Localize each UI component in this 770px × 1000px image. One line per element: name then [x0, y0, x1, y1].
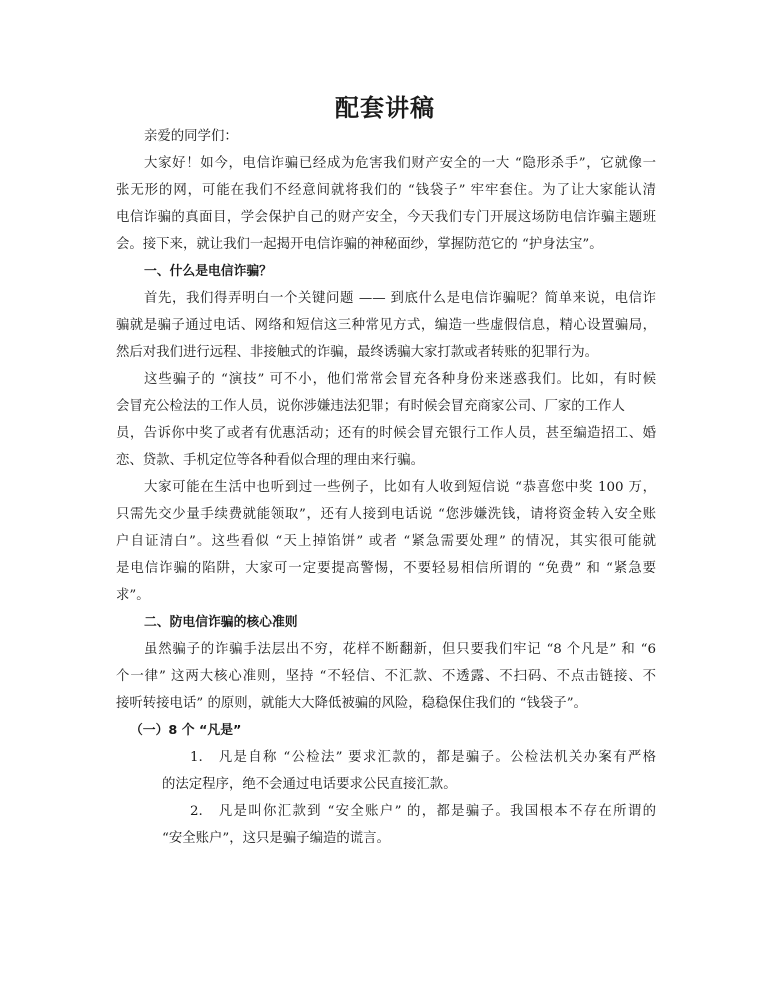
- paragraph-line: 大家可能在生活中也听到过一些例子，比如有人收到短信说 “恭喜您中奖 100 万，: [144, 480, 656, 495]
- paragraph-line: 员，告诉你中奖了或者有优惠活动；还有的时候会冒充银行工作人员，甚至编造招工、婚: [116, 426, 656, 441]
- paragraph-line: 户自证清白”。这些看似 “天上掉馅饼” 或者 “紧急需要处理” 的情况，其实很可能就: [116, 534, 656, 549]
- list-item-2-cont: “安全账户”，这只是骗子编造的谎言。: [162, 831, 390, 846]
- paragraph-line: 会。接下来，就让我们一起揭开电信诈骗的神秘面纱，掌握防范它的 “护身法宝”。: [116, 237, 603, 252]
- paragraph-line: 张无形的网，可能在我们不经意间就将我们的 “钱袋子” 牢牢套住。为了让大家能认清: [116, 183, 656, 198]
- paragraph-line: 个一律” 这两大核心准则，坚持 “不轻信、不汇款、不透露、不扫码、不点击链接、不: [116, 669, 656, 684]
- paragraph-line: 骗就是骗子通过电话、网络和短信这三种常见方式，编造一些虚假信息，精心设置骗局，: [116, 318, 656, 333]
- paragraph-line: 这些骗子的 “演技” 可不小，他们常常会冒充各种身份来迷惑我们。比如，有时候: [144, 372, 656, 387]
- paragraph-line: 只需先交少量手续费就能领取”，还有人接到电话说 “您涉嫌洗钱，请将资金转入安全账: [116, 507, 656, 522]
- paragraph-line: 然后对我们进行远程、非接触式的诈骗，最终诱骗大家打款或者转账的犯罪行为。: [116, 345, 599, 360]
- paragraph-line: 会冒充公检法的工作人员，说你涉嫌违法犯罪；有时候会冒充商家公司、厂家的工作人: [116, 399, 625, 414]
- section-heading-2: 二、防电信诈骗的核心准则: [144, 615, 298, 630]
- salutation: 亲爱的同学们：: [144, 129, 238, 144]
- list-item-1: 1. 凡是自称 “公检法” 要求汇款的，都是骗子。公检法机关办案有严格: [190, 750, 656, 765]
- subsection-heading: （一）8 个 “凡是”: [130, 723, 242, 738]
- paragraph-line: 接听转接电话” 的原则，就能大大降低被骗的风险，稳稳保住我们的 “钱袋子”。: [116, 696, 587, 711]
- section-heading-1: 一、什么是电信诈骗？: [144, 264, 272, 279]
- paragraph-line: 虽然骗子的诈骗手法层出不穷，花样不断翻新，但只要我们牢记 “8 个凡是” 和 “6: [144, 642, 656, 657]
- list-item-2: 2. 凡是叫你汇款到 “安全账户” 的，都是骗子。我国根本不存在所谓的: [190, 804, 656, 819]
- paragraph-line: 大家好！如今，电信诈骗已经成为危害我们财产安全的一大 “隐形杀手”，它就像一: [144, 156, 656, 171]
- paragraph-line: 是电信诈骗的陷阱，大家可一定要提高警惕，不要轻易相信所谓的 “免费” 和 “紧急要: [116, 561, 656, 576]
- list-item-1-cont: 的法定程序，绝不会通过电话要求公民直接汇款。: [162, 777, 457, 792]
- document-title: 配套讲稿: [335, 94, 435, 122]
- paragraph-line: 恋、贷款、手机定位等各种看似合理的理由来行骗。: [116, 453, 424, 468]
- paragraph-line: 首先，我们得弄明白一个关键问题 —— 到底什么是电信诈骗呢？简单来说，电信诈: [144, 291, 656, 306]
- paragraph-line: 求”。: [116, 588, 150, 603]
- paragraph-line: 电信诈骗的真面目，学会保护自己的财产安全，今天我们专门开展这场防电信诈骗主题班: [116, 210, 656, 225]
